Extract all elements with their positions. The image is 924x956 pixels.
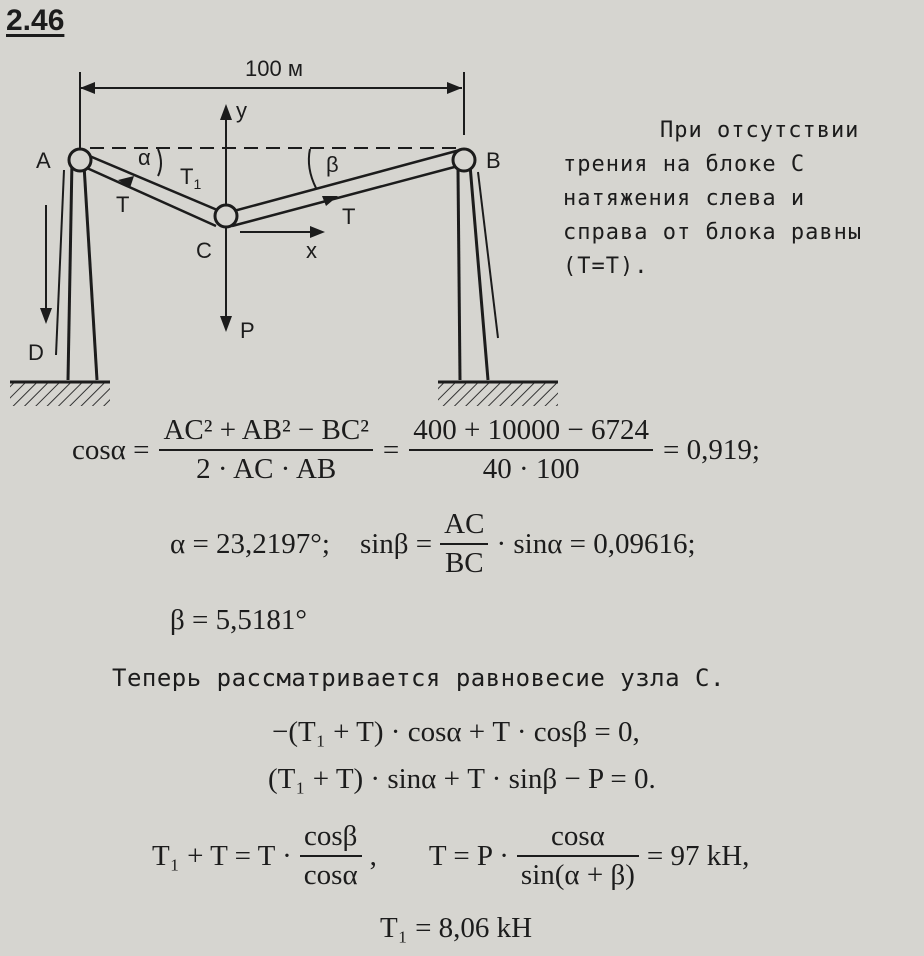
- label-t-left: T: [116, 192, 130, 217]
- equation-y-balance: (T₁ + T) · sinα + T · sinβ − P = 0.: [268, 763, 656, 795]
- ground-right: [438, 382, 558, 406]
- label-t-right: T: [342, 204, 356, 229]
- equation-x-balance: −(T₁ + T) · cosα + T · cosβ = 0,: [272, 716, 640, 748]
- label-alpha: α: [138, 145, 151, 170]
- alpha-arc: [158, 149, 161, 176]
- ground-left: [10, 382, 110, 406]
- label-y: y: [236, 98, 247, 123]
- t-arrow-right: [322, 196, 338, 206]
- cable-cb: [230, 150, 460, 212]
- equation-cos-alpha: cosα = $\frac{\text{AC² + AB² − BC²}}{2 \cdot AC \cdot AB}$ = $\frac{400 + 10000 - 6724}{40 \cdot 100}$ = 0,919;: [72, 414, 760, 485]
- equilibrium-text: Теперь рассматривается равновесие узла С.: [112, 664, 725, 692]
- span-label: 100 м: [245, 56, 303, 81]
- note-line-4: справа от блока равны: [563, 220, 863, 245]
- note-line-2: трения на блоке С: [563, 152, 806, 177]
- label-a: A: [36, 148, 51, 173]
- label-x: x: [306, 238, 317, 263]
- note-line-5: (Т=Т).: [563, 254, 649, 279]
- label-p: P: [240, 318, 255, 343]
- label-c: C: [196, 238, 212, 263]
- pulley-b: [453, 149, 475, 171]
- label-beta: β: [326, 152, 339, 177]
- label-d: D: [28, 340, 44, 365]
- beta-arc: [309, 149, 316, 188]
- span-arrow-left: [80, 82, 95, 94]
- equation-alpha-sin-beta: α = 23,2197°; sinβ = $\frac{AC}{BC}$ · sinα = 0,09616;: [170, 508, 696, 579]
- pulley-a: [69, 149, 91, 171]
- equation-t1-result: T₁ = 8,06 kH: [380, 912, 533, 944]
- pulley-c: [215, 205, 237, 227]
- equation-t-solutions: T₁ + T = T · $\frac{\cos\beta}{\cos\alpha}$ , T = P · $\frac{\cos\alpha}{\sin(\alpha + \beta)}$ = 97 kH,: [152, 820, 750, 891]
- note-line-1: При отсутствии: [660, 118, 860, 143]
- note-line-3: натяжения слева и: [563, 186, 806, 211]
- label-b: B: [486, 148, 501, 173]
- label-t1: $T_1$: [180, 164, 202, 192]
- equation-beta: β = 5,5181°: [170, 604, 307, 636]
- span-arrow-right: [447, 82, 462, 94]
- problem-number: 2.46: [6, 4, 65, 37]
